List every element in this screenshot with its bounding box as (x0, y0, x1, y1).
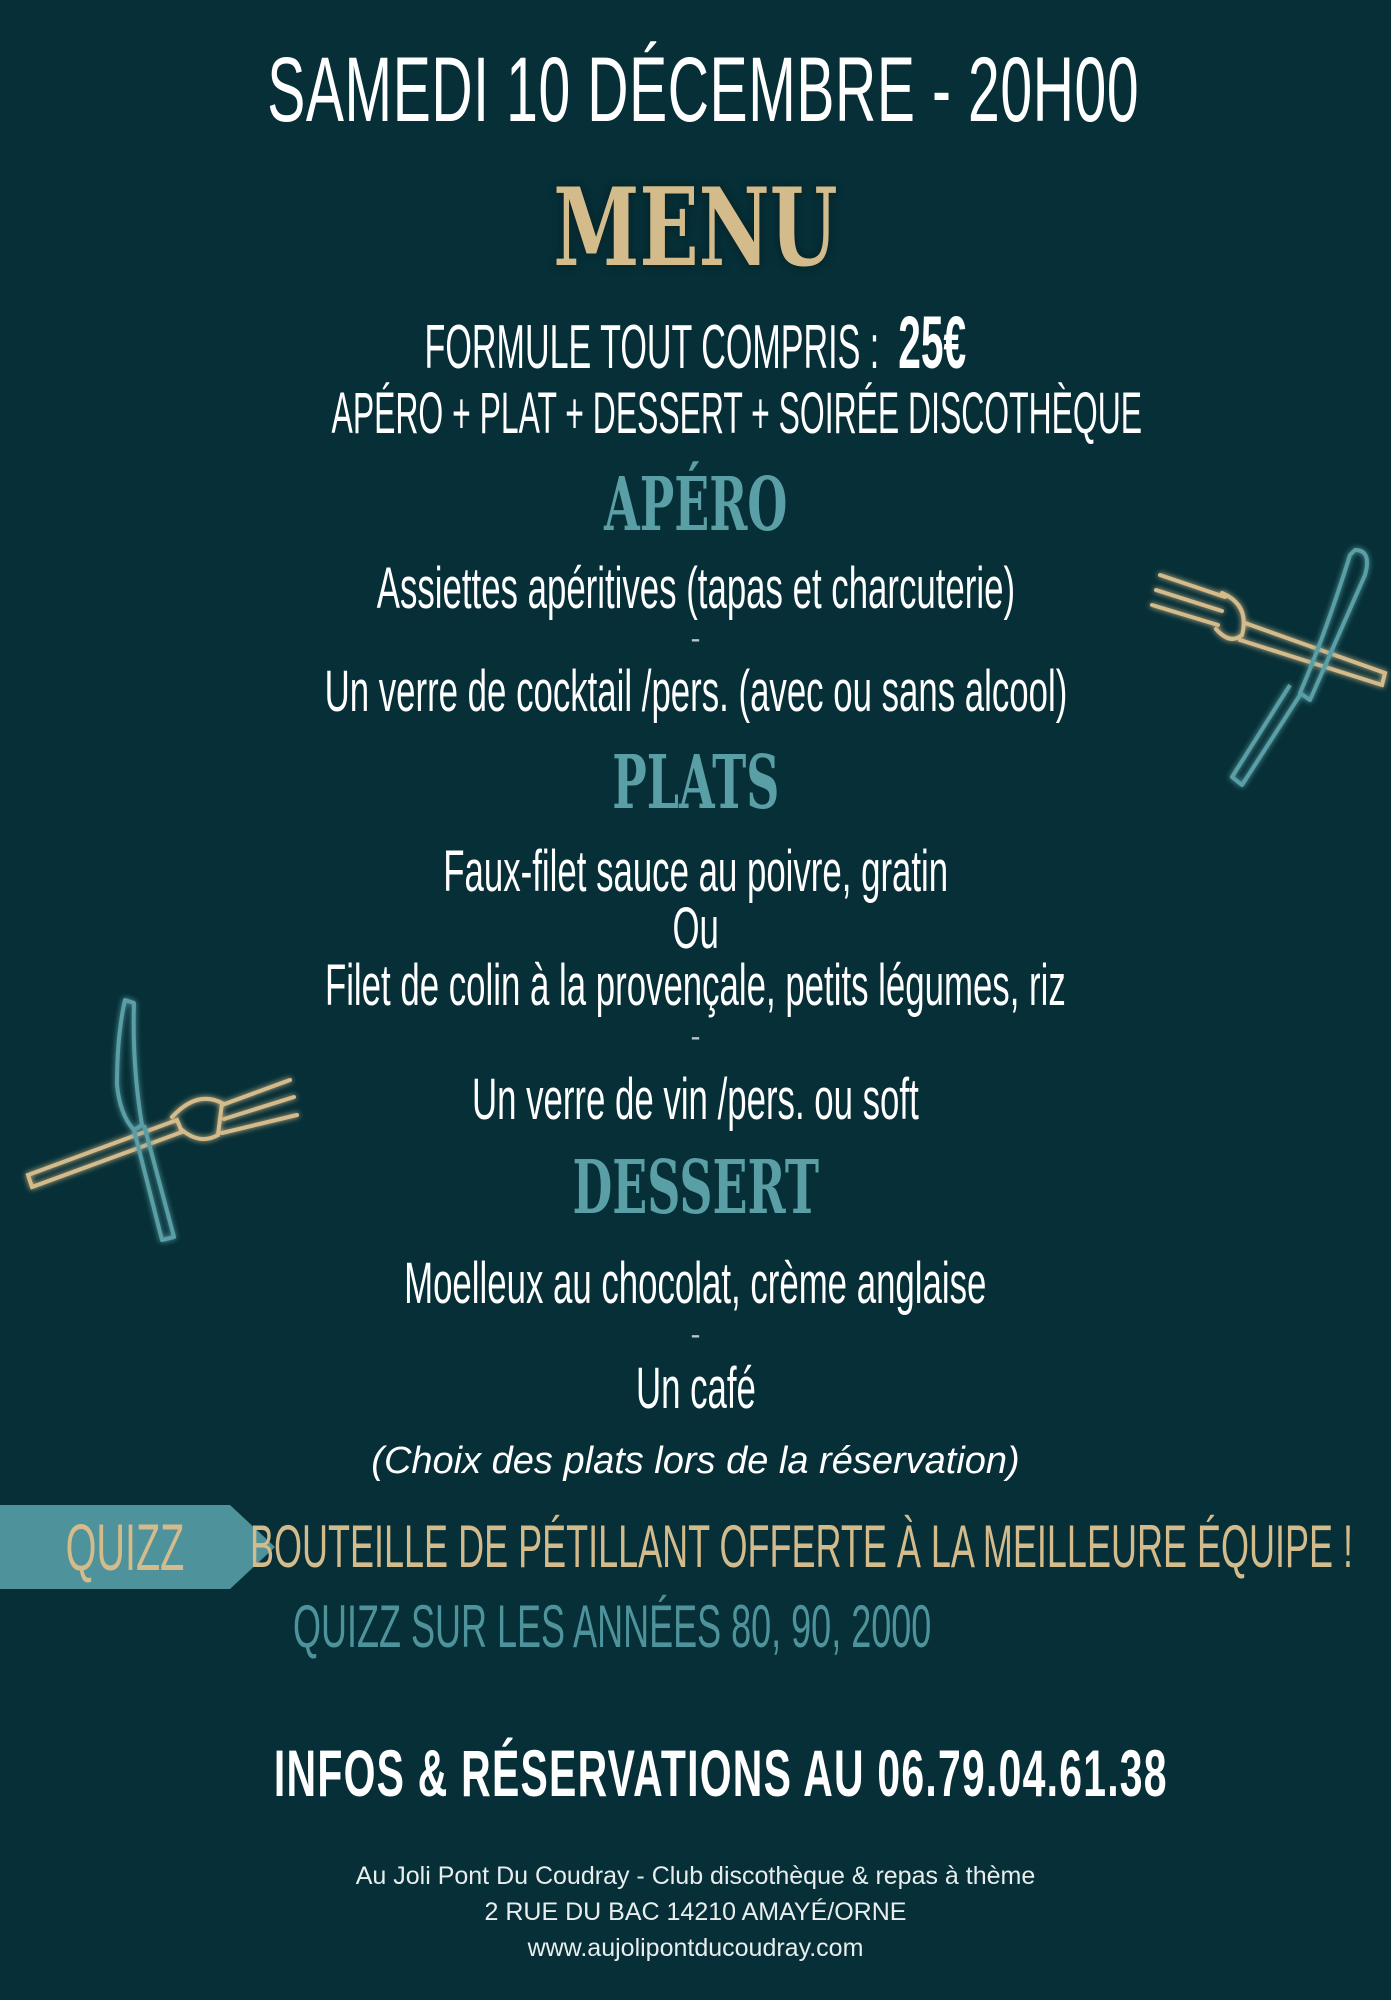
apero-item-2: Un verre de cocktail /pers. (avec ou sans alcool) (324, 659, 1067, 724)
formule-price: 25€ (898, 301, 967, 384)
dessert-heading: DESSERT (572, 1145, 819, 1231)
footer-address: 2 RUE DU BAC 14210 AMAYÉ/ORNE (484, 1898, 907, 1926)
apero-heading: APÉRO (603, 462, 788, 548)
knife-icon (1232, 550, 1367, 785)
footer-venue: Au Joli Pont Du Coudray - Club discothèque & repas à thème (355, 1862, 1036, 1890)
menu-title: MENU (553, 165, 838, 291)
formule-label: FORMULE TOUT COMPRIS : (424, 313, 880, 382)
plats-or: Ou (672, 896, 719, 961)
fork-icon (1152, 575, 1385, 685)
plats-item-3: Un verre de vin /pers. ou soft (472, 1067, 919, 1132)
apero-item-1: Assiettes apéritives (tapas et charcuterie) (376, 556, 1015, 621)
dessert-separator: - (690, 1318, 701, 1351)
fork-knife-left (22, 995, 302, 1250)
formule-line (0, 300, 1391, 385)
dessert-item-1: Moelleux au chocolat, crème anglaise (404, 1251, 987, 1316)
fork-icon (28, 1080, 297, 1187)
footer-website: www.aujolipontducoudray.com (527, 1934, 864, 1962)
quizz-prize: BOUTEILLE DE PÉTILLANT OFFERTE À LA MEILLEURE ÉQUIPE ! (250, 1513, 1354, 1580)
fork-knife-top-right (1150, 545, 1390, 790)
reservation-info: INFOS & RÉSERVATIONS AU 06.79.04.61.38 (273, 1736, 1168, 1810)
plats-item-2: Filet de colin à la provençale, petits légumes, riz (325, 953, 1066, 1018)
quizz-tag-label: QUIZZ (65, 1510, 185, 1584)
quizz-theme: QUIZZ SUR LES ANNÉES 80, 90, 2000 (293, 1593, 932, 1660)
plats-separator: - (690, 1020, 701, 1053)
plats-item-1: Faux-filet sauce au poivre, gratin (443, 839, 948, 904)
dessert-item-2: Un café (635, 1356, 756, 1421)
event-date: SAMEDI 10 DÉCEMBRE - 20H00 (267, 39, 1140, 141)
formule-combo: APÉRO + PLAT + DESSERT + SOIRÉE DISCOTHÈQUE (331, 381, 1143, 446)
apero-separator: - (690, 622, 701, 655)
knife-icon (117, 1000, 174, 1240)
plats-heading: PLATS (611, 740, 780, 826)
choice-note: (Choix des plats lors de la réservation) (371, 1440, 1020, 1482)
